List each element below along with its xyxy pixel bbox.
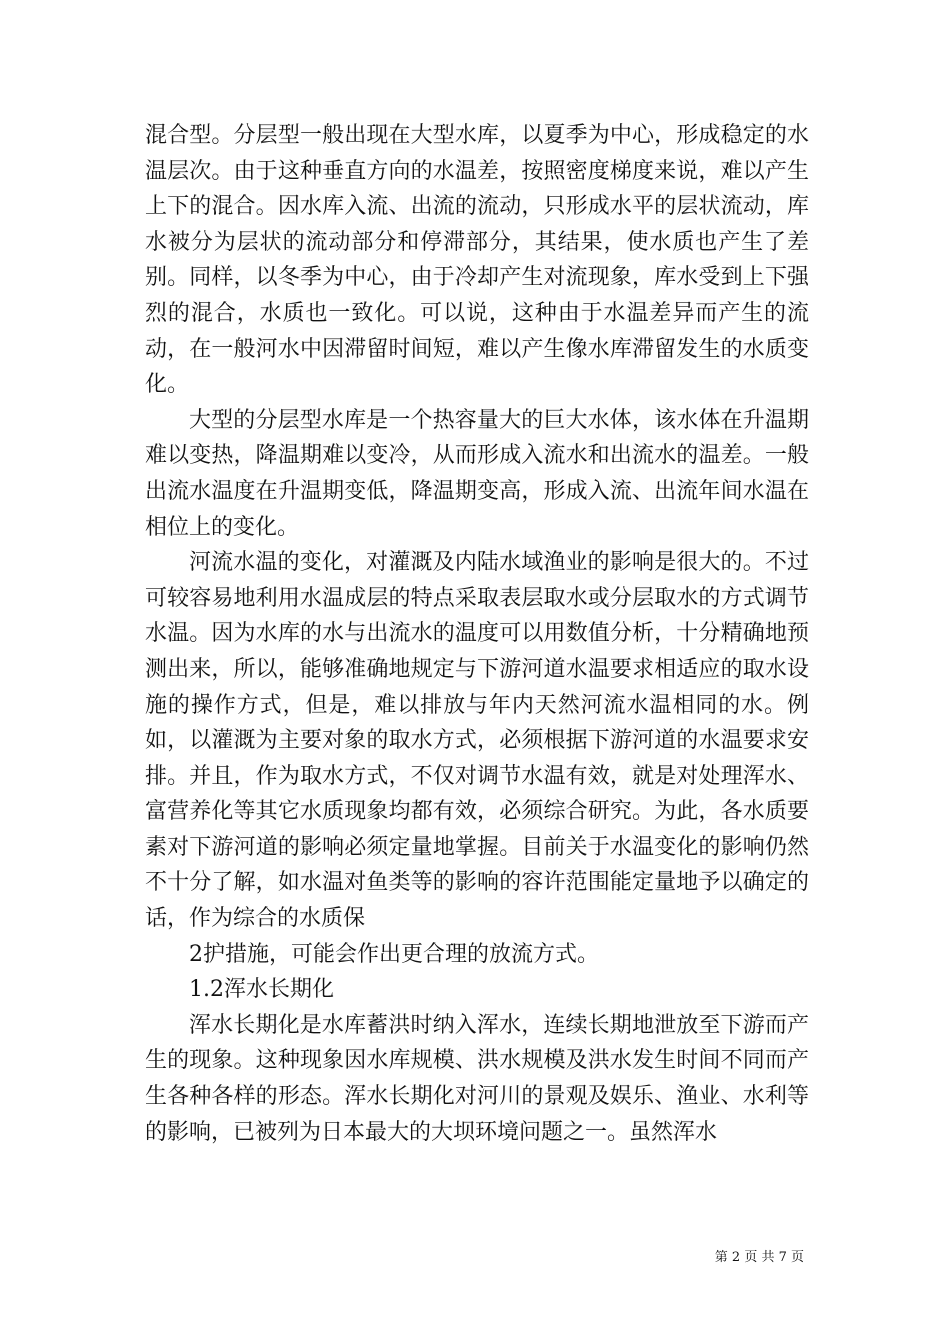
paragraph-2: 大型的分层型水库是一个热容量大的巨大水体，该水体在升温期难以变热，降温期难以变冷，从而形成入流水和出流水的温差。一般出流水温度在升温期变低，降温期变高，形成入流、出流年间水温在相位上的变化。 — [145, 407, 809, 540]
paragraph-1: 混合型。分层型一般出现在大型水库，以夏季为中心，形成稳定的水温层次。由于这种垂直方向的水温差，按照密度梯度来说，难以产生上下的混合。因水库入流、出流的流动，只形成水平的层状流动，库水被分为层状的流动部分和停滞部分，其结果，使水质也产生了差别。同样，以冬季为中心，由于冷却产生对流现象，库水受到上下强烈的混合，水质也一致化。可以说，这种由于水温差异而产生的流动，在一般河水中因滞留时间短，难以产生像水库滞留发生的水质变化。 — [145, 123, 809, 398]
document-body — [145, 118, 809, 1150]
page-number-footer: 第 2 页 共 7 页 — [714, 1250, 804, 1265]
paragraph-3: 河流水温的变化，对灌溉及内陆水域渔业的影响是很大的。不过可较容易地利用水温成层的特点采取表层取水或分层取水的方式调节水温。因为水库的水与出流水的温度可以用数值分析，十分精确地预测出来，所以，能够准确地规定与下游河道水温要求相适应的取水设施的操作方式，但是，难以排放与年内天然河流水温相同的水。例如，以灌溉为主要对象的取水方式，必须根据下游河道的水温要求安排。并且，作为取水方式，不仅对调节水温有效，就是对处理浑水、富营养化等其它水质现象均都有效，必须综合研究。为此，各水质要素对下游河道的影响必须定量地掌握。目前关于水温变化的影响仍然不十分了解，如水温对鱼类等的影响的容许范围能定量地予以确定的话，作为综合的水质保 — [145, 550, 809, 932]
section-heading: 1.2浑水长期化 — [189, 977, 334, 1003]
paragraph-4: 2护措施，可能会作出更合理的放流方式。 — [189, 941, 599, 967]
paragraph-5: 浑水长期化是水库蓄洪时纳入浑水，连续长期地泄放至下游而产生的现象。这种现象因水库规模、洪水规模及洪水发生时间不同而产生各种各样的形态。浑水长期化对河川的景观及娱乐、渔业、水利等的影响，已被列为日本最大的大坝环境问题之一。虽然浑水 — [145, 1012, 809, 1145]
